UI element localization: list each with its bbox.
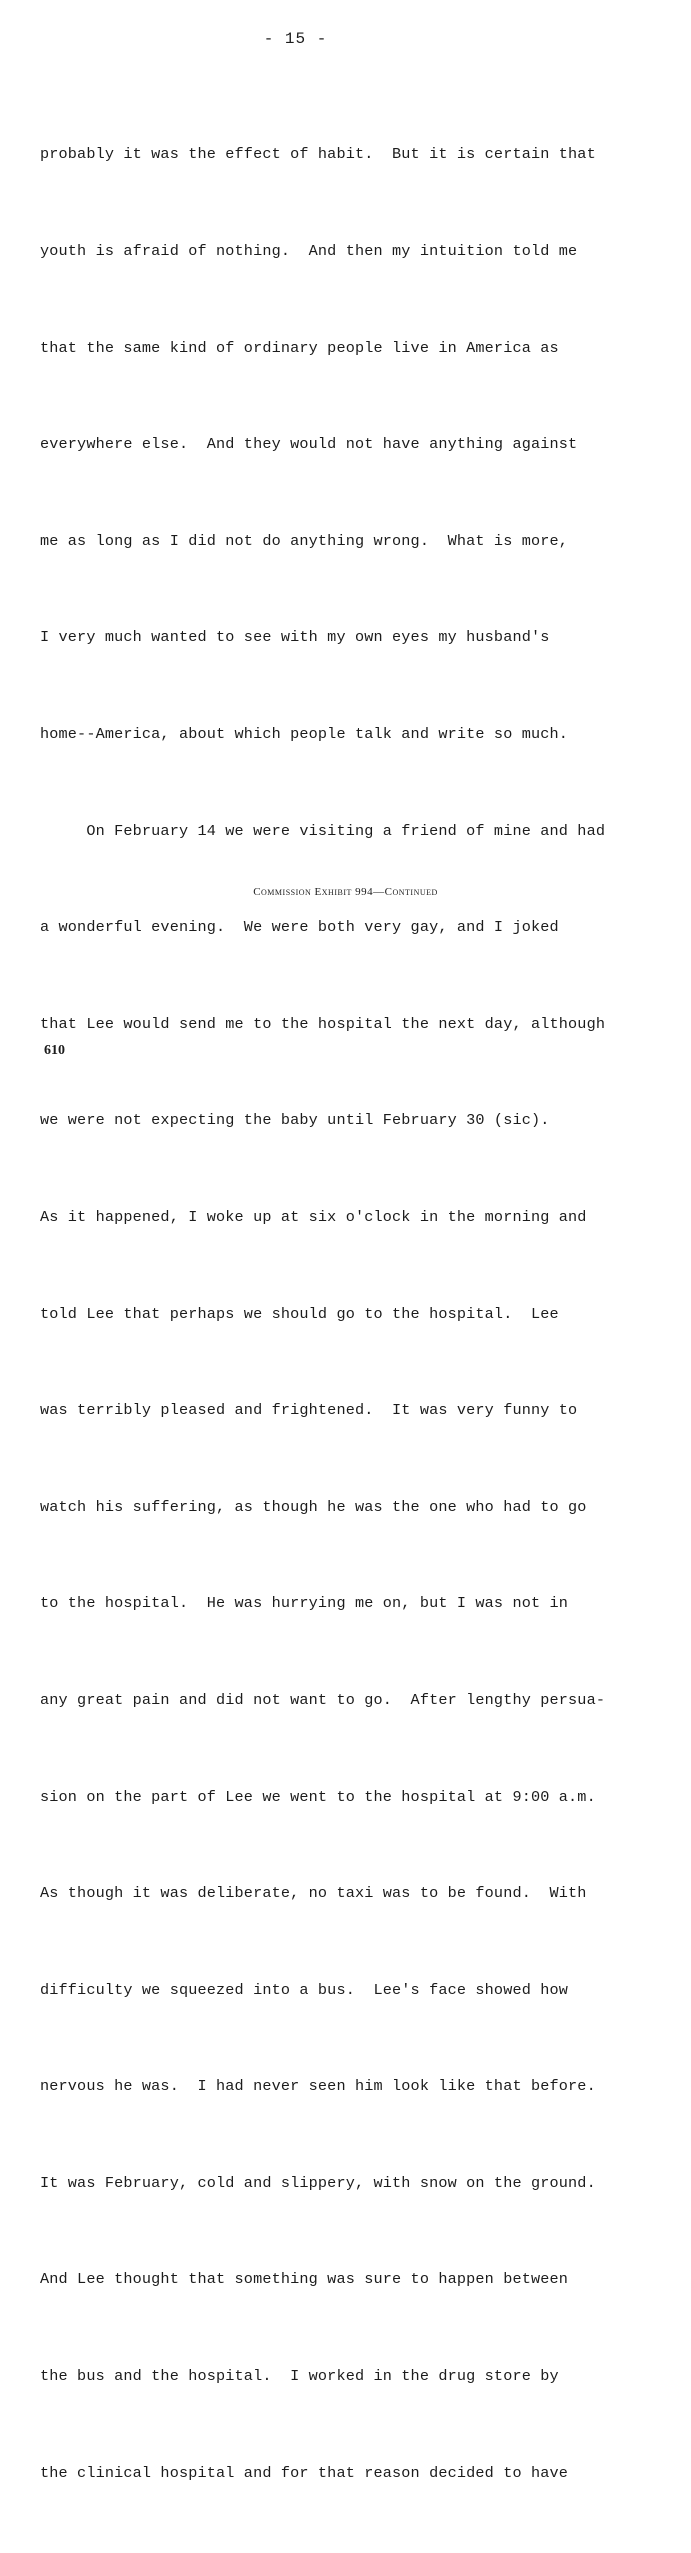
text-line: was terribly pleased and frightened. It was very funny to [40, 1401, 578, 1420]
page-number-header: - 15 - [263, 30, 328, 48]
text-line: the bus and the hospital. I worked in the drug store by [40, 2367, 559, 2386]
text-line: told Lee that perhaps we should go to the hospital. Lee [40, 1304, 559, 1323]
text-line: me as long as I did not do anything wrong. What is more, [40, 531, 569, 550]
text-line: sion on the part of Lee we went to the hospital at 9:00 a.m. [40, 1787, 596, 1806]
text-line: a wonderful evening. We were both very gay, and I joked [40, 918, 559, 937]
page-folio: 610 [44, 1043, 65, 1058]
text-line: nervous he was. I had never seen him look like that before. [40, 2077, 596, 2096]
text-line: that Lee would send me to the hospital the next day, although [40, 1014, 606, 1033]
text-line: youth is afraid of nothing. And then my intuition told me [40, 242, 578, 260]
text-line: And Lee thought that something was sure to happen between [40, 2270, 569, 2289]
text-line: we were not expecting the baby until February 30 (sic). [40, 1111, 550, 1130]
text-line: watch his suffering, as though he was the one who had to go [40, 1497, 587, 1516]
text-line: probably it was the effect of habit. But it is certain that [40, 145, 596, 164]
text-line: any great pain and did not want to go. After lengthy persua- [40, 1690, 606, 1709]
text-line: to the hospital. He was hurrying me on, but I was not in [40, 1594, 569, 1613]
text-line: everywhere else. And they would not have anything against [40, 435, 578, 454]
text-line: As it happened, I woke up at six o'clock in the morning and [40, 1207, 587, 1226]
body-text [40, 74, 640, 2553]
text-line: difficulty we squeezed into a bus. Lee's face showed how [40, 1980, 569, 1999]
exhibit-caption: Commission Exhibit 994—Continued [253, 886, 438, 898]
text-line: It was February, cold and slippery, with snow on the ground. [40, 2173, 596, 2192]
text-line: the clinical hospital and for that reason decided to have [40, 2463, 569, 2482]
text-line: I very much wanted to see with my own eyes my husband's [40, 628, 550, 647]
text-line: On February 14 we were visiting a friend of mine and had [40, 821, 606, 840]
text-line: that the same kind of ordinary people live in America as [40, 338, 559, 357]
text-line: As though it was deliberate, no taxi was to be found. With [40, 1884, 587, 1903]
text-line: home--America, about which people talk and write so much. [40, 724, 569, 743]
